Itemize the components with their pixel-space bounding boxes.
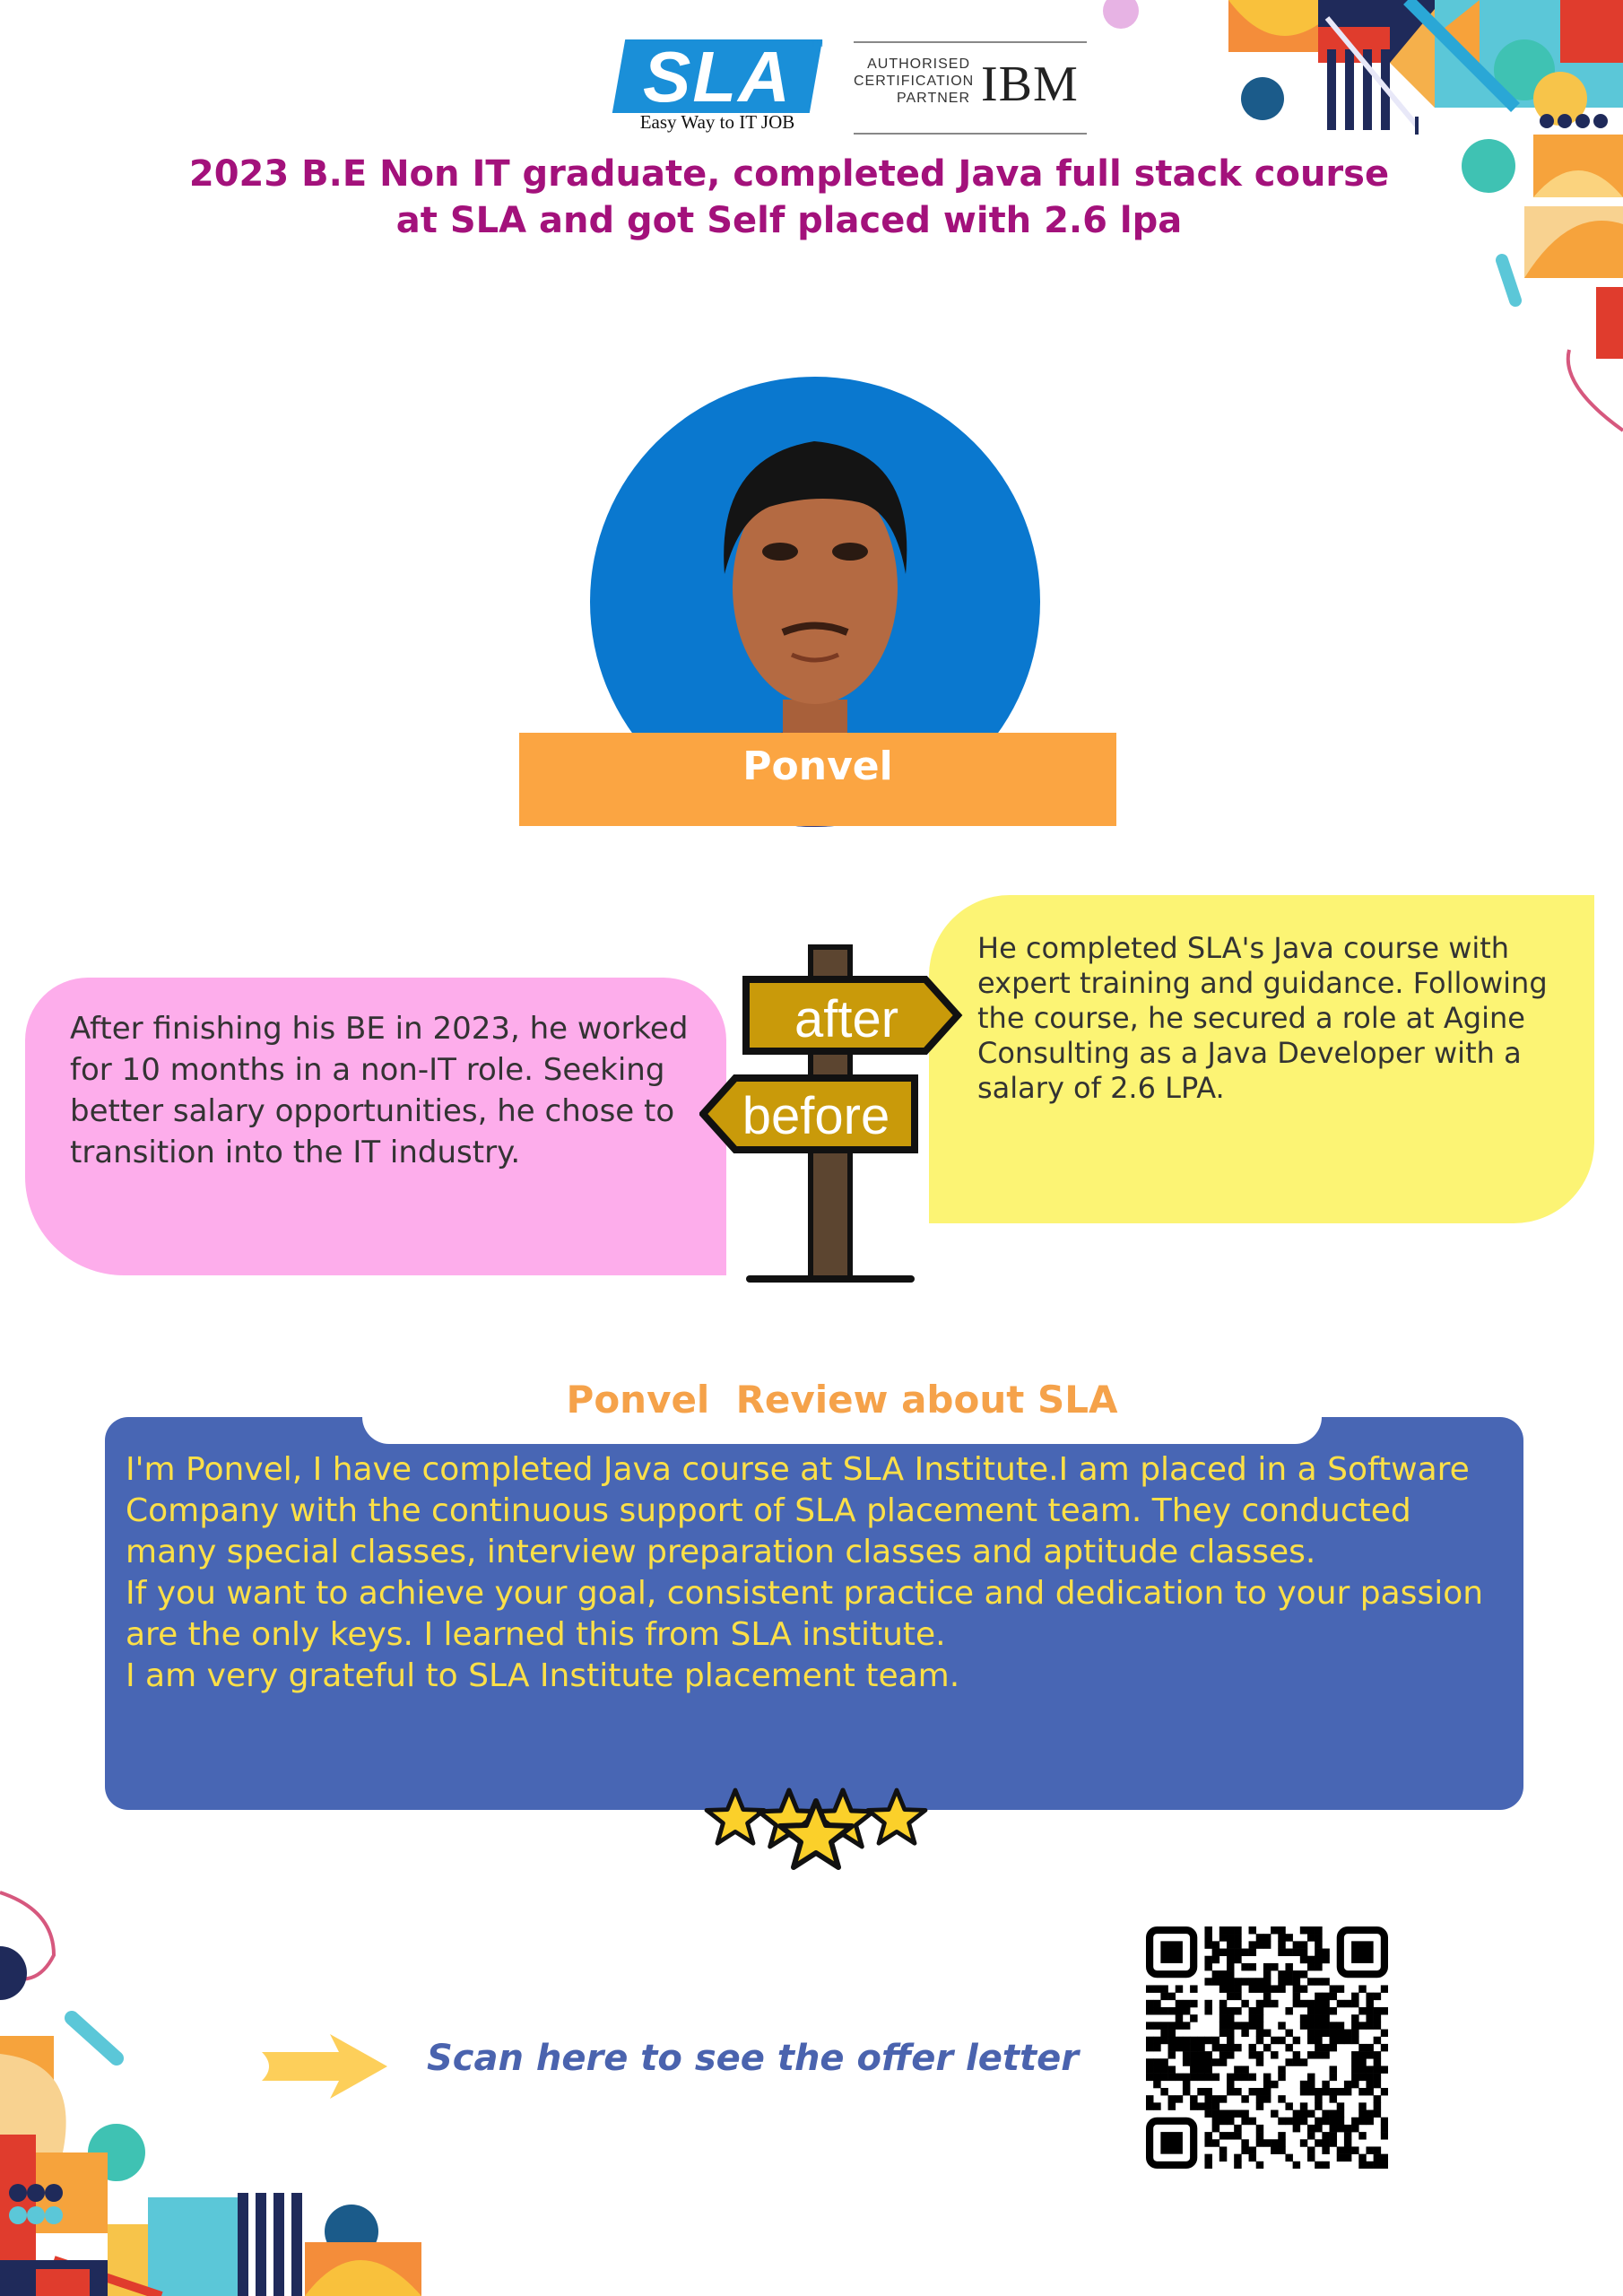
- sla-logo-text: SLA: [643, 37, 792, 117]
- ibm-badge-line2: CERTIFICATION: [854, 74, 975, 89]
- review-paragraph-1: I'm Ponvel, I have completed Java course at SLA Institute.I am placed in a Software Company with the continuous support of SLA placement team. They conducted many special classes, interview preparation classes and aptitude classes.: [126, 1451, 1470, 1570]
- student-name: Ponvel: [742, 744, 893, 789]
- after-description: He completed SLA's Java course with expert training and guidance. Following the course, he secured a role at Agine Consulting as a Java Developer with a salary of 2.6 LPA.: [977, 931, 1548, 1105]
- decorative-shapes-bottom-left: [0, 1883, 466, 2296]
- sign-after-label: after: [794, 990, 899, 1048]
- review-paragraph-2: If you want to achieve your goal, consistent practice and dedication to your passion are the only keys. I learned this from SLA institute.: [126, 1575, 1484, 1653]
- sla-logo: SLA TM Easy Way to IT JOB: [619, 39, 816, 131]
- scan-instruction: Scan here to see the offer letter: [427, 2038, 1079, 2079]
- ibm-badge-line3: PARTNER: [897, 91, 970, 106]
- qr-code[interactable]: [1146, 1926, 1388, 2169]
- review-text: [126, 1449, 1506, 1697]
- headline: [161, 151, 1417, 244]
- review-title: Ponvel Review about SLA: [566, 1378, 1118, 1422]
- sign-before-label: before: [742, 1087, 890, 1145]
- star-icon: [868, 1790, 925, 1843]
- ibm-partner-badge: [854, 41, 1087, 135]
- sla-logo-tagline: Easy Way to IT JOB: [639, 111, 795, 133]
- star-icon: [707, 1790, 764, 1843]
- ibm-badge-line1: AUTHORISED: [867, 57, 970, 72]
- headline-line2: at SLA and got Self placed with 2.6 lpa: [395, 200, 1183, 241]
- review-paragraph-3: I am very grateful to SLA Institute placement team.: [126, 1657, 960, 1694]
- headline-line1: 2023 B.E Non IT graduate, completed Java full stack course: [188, 153, 1390, 195]
- rating-stars: [699, 1756, 933, 1873]
- signpost-icon: [699, 944, 968, 1288]
- before-description: After finishing his BE in 2023, he worked for 10 months in a non-IT role. Seeking better salary opportunities, he chose to transition into the IT industry.: [70, 1011, 689, 1170]
- ibm-logo-text: IBM: [981, 57, 1079, 112]
- arrow-right-icon: [258, 2031, 391, 2102]
